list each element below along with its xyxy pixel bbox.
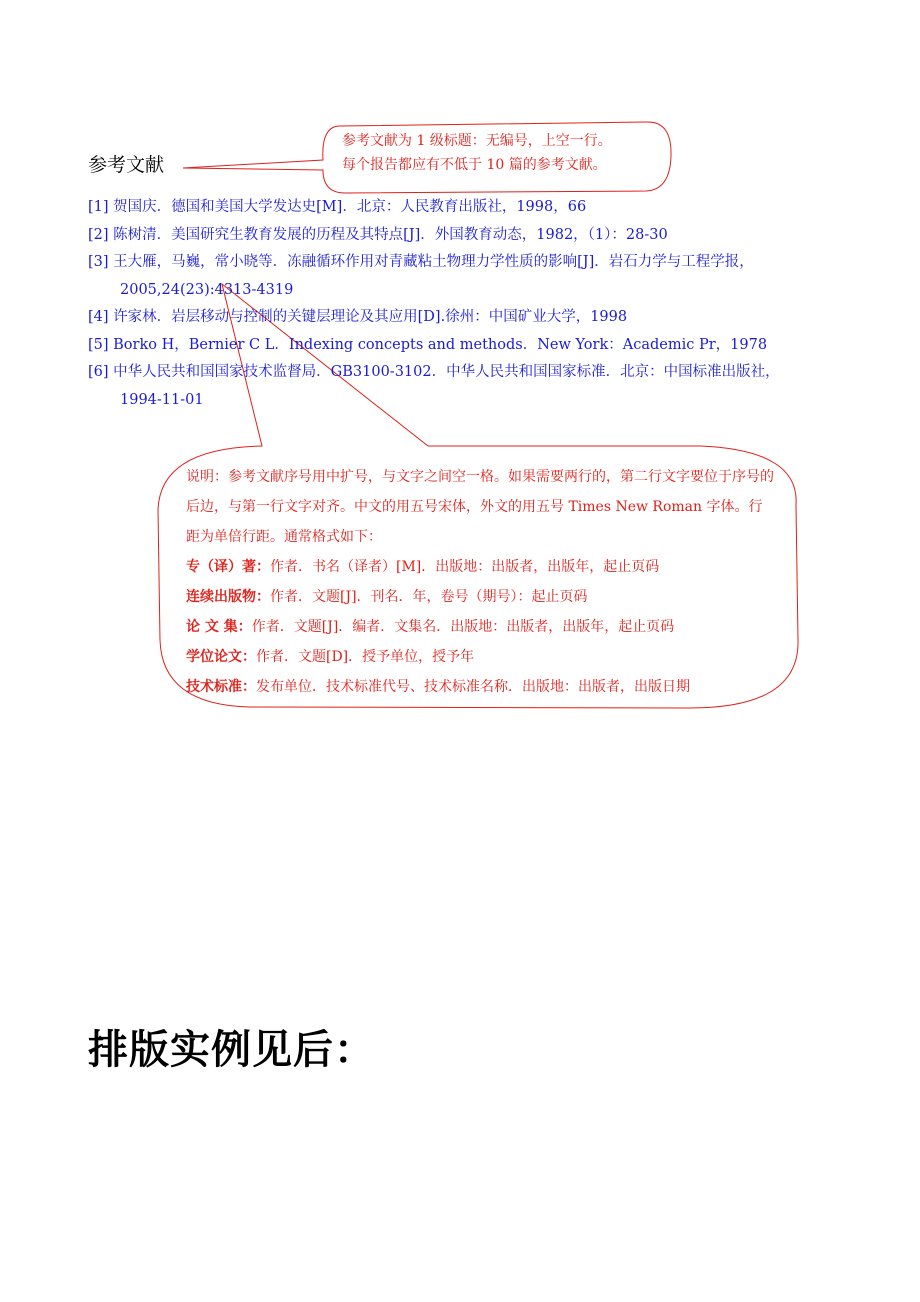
reference-text: 陈树清．美国研究生教育发展的历程及其特点[J]．外国教育动态，1982，（1）：28-30: [113, 226, 668, 243]
format-label: 专（译）著：: [186, 559, 270, 575]
format-line: [186, 582, 776, 612]
top-annotation-line-1: 参考文献为 1 级标题：无编号，上空一行。: [342, 133, 612, 149]
reference-text: 王大雁，马巍，常小晓等．冻融循环作用对青藏粘土物理力学性质的影响[J]．岩石力学与工程学报，: [113, 254, 754, 270]
reference-number: [4]: [88, 309, 109, 325]
format-text: 作者．文题[D]．授予单位，授予年: [256, 649, 475, 665]
reference-item: [88, 249, 858, 304]
reference-text: 贺国庆．德国和美国大学发达史[M]．北京：人民教育出版社，1998，66: [113, 199, 587, 215]
format-label: 论 文 集：: [186, 619, 252, 635]
reference-number: [2]: [88, 226, 109, 243]
format-text: 作者．书名（译者）[M]．出版地：出版者，出版年，起止页码: [270, 559, 660, 575]
explanation-paragraph: 说明：参考文献序号用中扩号，与文字之间空一格。如果需要两行的，第二行文字要位于序号的后边，与第一行文字对齐。中文的用五号宋体，外文的用五号 Times New Roman 字体。行距为单倍行距。通常格式如下：: [186, 469, 774, 545]
reference-continuation: 2005,24(23):4313-4319: [120, 281, 294, 298]
format-label: 技术标准：: [186, 679, 256, 695]
top-annotation-line-2: 每个报告都应有不低于 10 篇的参考文献。: [342, 157, 607, 173]
reference-list: [88, 194, 858, 414]
format-line: [186, 612, 776, 642]
layout-example-title: 排版实例见后：: [88, 1027, 375, 1073]
format-line: [186, 552, 776, 582]
top-annotation: [342, 129, 612, 177]
format-text: 作者．文题[J]．刊名．年，卷号（期号）：起止页码: [270, 589, 588, 605]
format-label: 学位论文：: [186, 649, 256, 665]
reference-number: [3]: [88, 254, 109, 270]
reference-text: 中华人民共和国国家技术监督局．GB3100-3102．中华人民共和国国家标准．北京：中国标准出版社，: [113, 364, 780, 380]
reference-number: [1]: [88, 199, 109, 215]
reference-number: [6]: [88, 364, 109, 380]
reference-item: [88, 194, 858, 222]
reference-item: [88, 222, 858, 250]
reference-item: [88, 304, 858, 332]
format-line: [186, 672, 776, 702]
format-text: 作者．文题[J]．编者．文集名．出版地：出版者，出版年，起止页码: [251, 619, 675, 635]
format-label: 连续出版物：: [186, 589, 270, 605]
reference-number: [5]: [88, 336, 109, 353]
reference-text: 许家林．岩层移动与控制的关键层理论及其应用[D].徐州：中国矿业大学，1998: [113, 309, 628, 325]
reference-text: Borko H，Bernier C L．Indexing concepts and methods．New York：Academic Pr，1978: [113, 336, 768, 353]
references-heading: 参考文献: [88, 154, 165, 176]
reference-continuation: 1994-11-01: [120, 391, 204, 408]
reference-item: [88, 359, 858, 414]
explanation-annotation: [186, 462, 776, 702]
reference-item: [88, 332, 858, 360]
format-line: [186, 642, 776, 672]
format-text: 发布单位．技术标准代号、技术标准名称．出版地：出版者，出版日期: [256, 679, 690, 695]
